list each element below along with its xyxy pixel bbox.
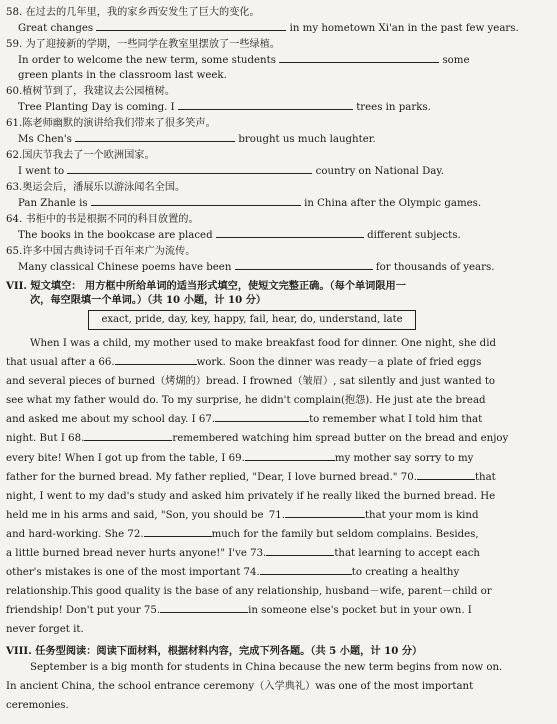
- answer-blank[interactable]: [96, 20, 286, 31]
- question-prompt: 60.植树节到了，我建议去公园植树。: [6, 86, 176, 97]
- question-60: [6, 85, 547, 115]
- section-7-title: [6, 279, 547, 307]
- passage-line: night, I went to my dad's study and asked him privately if he really liked the burned bread. He: [6, 490, 496, 502]
- passage-line: September is a big month for students in China because the new term begins from now on.: [30, 661, 503, 673]
- section-title-line: 次，每空限填一个单词。）（共 10 小题，计 10 分）: [30, 294, 267, 306]
- word-bank-box: exact, pride, day, key, happy, fail, hear, do, understand, late: [88, 310, 416, 330]
- passage-line: never forget it.: [6, 624, 84, 636]
- sentence-continuation: green plants in the classroom last week.: [18, 70, 227, 81]
- question-prompt: 58. 在过去的几年里，我的家乡西安发生了巨大的变化。: [6, 7, 260, 18]
- passage-line: and asked me about my school day. I 67. to remember what I told him that: [6, 410, 547, 429]
- sentence-end: brought us much laughter.: [238, 134, 376, 145]
- question-prompt: 64. 书柜中的书是根据不同的科目放置的。: [6, 214, 199, 225]
- passage-line: every bite! When I got up from the table, I 69. my mother say sorry to my: [6, 449, 547, 468]
- sentence-end: some: [442, 55, 470, 66]
- answer-blank[interactable]: [75, 131, 235, 142]
- sentence-start: Many classical Chinese poems have been: [18, 262, 232, 273]
- sentence-end: country on National Day.: [315, 166, 444, 177]
- answer-blank[interactable]: [91, 195, 301, 206]
- question-58: [6, 6, 547, 36]
- sentence-start: Tree Planting Day is coming. I: [18, 102, 175, 113]
- cloze-passage: [6, 334, 547, 640]
- blank-70[interactable]: [417, 469, 475, 480]
- sentence-start: Pan Zhanle is: [18, 198, 88, 209]
- blank-72[interactable]: [144, 526, 212, 537]
- question-61: [6, 117, 547, 147]
- sentence-start: I went to: [18, 166, 65, 177]
- passage-line: friendship! Don't put your 75. in someone else's pocket but in your own. I: [6, 601, 547, 620]
- blank-74[interactable]: [260, 564, 352, 575]
- passage-line: other's mistakes is one of the most important 74. to creating a healthy: [6, 563, 547, 582]
- question-64: [6, 213, 547, 243]
- section-title-line: VII. 短文填空： 用方框中所给单词的适当形式填空，使短文完整正确。（每个单词限用一: [6, 280, 406, 292]
- sentence-end: trees in parks.: [356, 102, 431, 113]
- answer-blank[interactable]: [67, 163, 312, 174]
- sentence-start: The books in the bookcase are placed: [18, 230, 213, 241]
- question-prompt: 61.陈老师幽默的演讲给我们带来了很多笑声。: [6, 118, 216, 129]
- blank-71[interactable]: [285, 507, 365, 518]
- blank-73[interactable]: [266, 545, 334, 556]
- passage-line: ceremonies.: [6, 699, 69, 711]
- section-8-title: VIII. 任务型阅读：阅读下面材料，根据材料内容，完成下列各题。（共 5 小题，计 10 分）: [6, 644, 423, 657]
- passage-line: see what my father would do. To my surprise, he didn't complain(抱怨). He just ate the bread: [6, 395, 486, 407]
- passage-line: relationship.This good quality is the base of any relationship, husband－wife, parent－child or: [6, 586, 492, 598]
- sentence-end: different subjects.: [367, 230, 461, 241]
- passage-line: a little burned bread never hurts anyone!" I've 73. that learning to accept each: [6, 544, 547, 563]
- passage-line: that usual after a 66. work. Soon the dinner was ready－a plate of fried eggs: [6, 353, 547, 372]
- blank-75[interactable]: [160, 602, 248, 613]
- passage-line: and hard-working. She 72. much for the family but seldom complains. Besides,: [6, 525, 547, 544]
- sentence-start: In order to welcome the new term, some students: [18, 55, 276, 66]
- passage-line: When I was a child, my mother used to make breakfast food for dinner. One night, she did: [30, 338, 496, 349]
- blank-66[interactable]: [115, 354, 197, 365]
- blank-67[interactable]: [215, 411, 309, 422]
- question-prompt: 62.国庆节我去了一个欧洲国家。: [6, 150, 155, 161]
- passage-line: night. But I 68. remembered watching him spread butter on the bread and enjoy: [6, 429, 547, 448]
- blank-68[interactable]: [84, 430, 172, 441]
- question-prompt: 59. 为了迎接新的学期，一些同学在教室里摆放了一些绿植。: [6, 39, 281, 50]
- passage-line: In ancient China, the school entrance ceremony（入学典礼）was one of the most important: [6, 680, 474, 692]
- sentence-start: Great changes: [18, 23, 94, 34]
- answer-blank[interactable]: [216, 227, 364, 238]
- passage-line: father for the burned bread. My father replied, "Dear, I love burned bread." 70. that: [6, 468, 547, 487]
- sentence-end: in my hometown Xi'an in the past few years.: [289, 23, 519, 34]
- question-prompt: 65.许多中国古典诗词千百年来广为流传。: [6, 246, 196, 257]
- answer-blank[interactable]: [279, 52, 439, 63]
- reading-passage: [6, 658, 547, 715]
- question-63: [6, 181, 547, 211]
- question-59: [6, 38, 547, 83]
- sentence-end: for thousands of years.: [375, 262, 495, 273]
- answer-blank[interactable]: [178, 99, 353, 110]
- sentence-start: Ms Chen's: [18, 134, 72, 145]
- blank-69[interactable]: [245, 450, 335, 461]
- sentence-end: in China after the Olympic games.: [304, 198, 482, 209]
- passage-line: and several pieces of burned（烤煳的）bread. I frowned（皱眉）, sat silently and just wanted to: [6, 376, 496, 388]
- question-prompt: 63.奥运会后，潘展乐以游泳闻名全国。: [6, 182, 186, 193]
- question-62: [6, 149, 547, 179]
- passage-line: held me in his arms and said, "Son, you should be 71. that your mom is kind: [6, 506, 547, 525]
- question-65: [6, 245, 547, 275]
- answer-blank[interactable]: [235, 259, 373, 270]
